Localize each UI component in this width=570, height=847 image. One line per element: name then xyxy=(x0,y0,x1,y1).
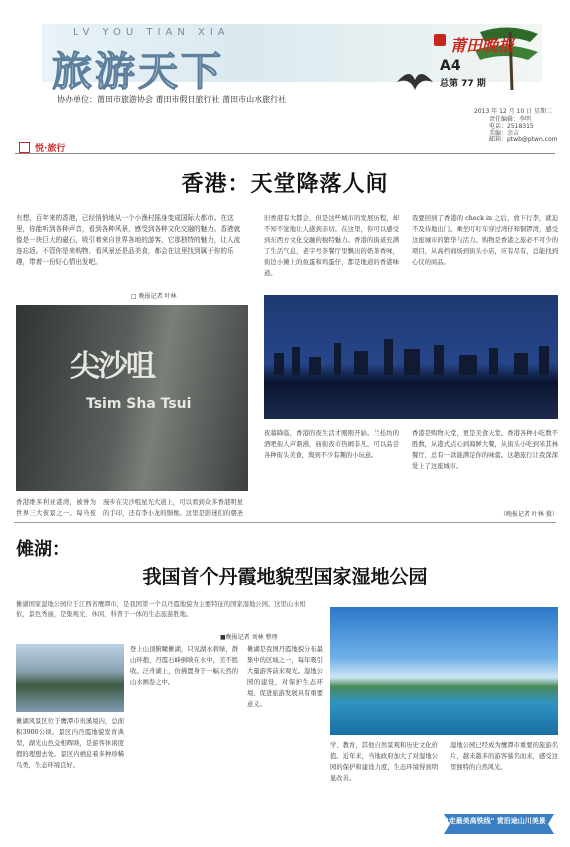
article1-deck: 有想，百年来的香港，已经悄悄地从一个小渔村摇身变成国际大都市。在这里，你能听到各种声音，看到各种风景，感受到各种文化交融的魅力。香港就像是一块巨大的磁石，吸引着来自世界各地的游客，它那独特的魅力，让人流连忘返。不管你是来购物、看风景还是品美食，都会在这里找到属于你的乐趣，带着一份好心情出发吧。 xyxy=(16,214,241,266)
article2-byline: ■晚报记者 刘林 整理 xyxy=(220,634,278,641)
sponsors-line: 协办单位：莆田市旅游协会 莆田市假日旅行社 莆田市山水旅行社 xyxy=(57,95,287,104)
article2-col4: 学、教育，其他自然景观和历史文化价值。近年来，当地政府加大了对湿地公园的保护和建设力度，生态环境得到明显改善。 xyxy=(330,742,438,782)
article1-credit: （晚报记者 叶林 摄） xyxy=(500,511,558,518)
article1-col1: 香港维多利亚港湾，被誉为世界三大夜景之一。每当夜 xyxy=(16,499,96,517)
editor: 责任编辑：李明 xyxy=(489,116,532,123)
article2-deck: 傩湖国家湿地公园位于江西省鹰潭市，是我国第一个以丹霞地貌为主要特征的国家湿地公园。这里山水相依，景色秀丽，是集观光、休闲、科普于一体的生态旅游胜地。 xyxy=(16,601,306,618)
lake-photo xyxy=(16,644,124,712)
issue-date: 2013 年 12 月 10 日 星期二 xyxy=(474,108,552,115)
article1-col4: 我要回到了香港的 check in 之后，放下行李，就迫不及待地出门。乘坐叮叮车穿过湾仔和铜锣湾，感受这座城市的繁华与活力。购物是香港之旅必不可少的项目，从高档商场到街头小店，应有尽有，总能找到心仪的商品。 xyxy=(412,215,558,266)
section-divider xyxy=(14,522,556,523)
photo-sign-en: Tsim Sha Tsui xyxy=(86,396,192,412)
article2-col2: 登上山顶俯瞰傩湖，只见湖水碧绿，群山环抱，丹霞石峰倒映在水中，美不胜收。泛舟湖上，仿佛置身于一幅天然的山水画卷之中。 xyxy=(130,646,238,686)
masthead-title: 旅游天下 xyxy=(52,48,224,95)
article2-col3: 傩湖是我国丹霞地貌分布最集中的区域之一，每年吸引大量游客前来观光。湿地公园的建设，对保护生态环境、促进旅游发展具有重要意义。 xyxy=(247,646,323,708)
railway-banner-text: "走最美高铁线" 赏沿途山川美景 xyxy=(445,817,546,825)
paper-logo: 莆田晚报 xyxy=(450,36,515,55)
paper-logo-mark xyxy=(434,34,446,46)
article1-headline: 香港：天堂降落人间 xyxy=(181,171,389,197)
article2-col1: 傩湖风景区位于鹰潭市贵溪境内，总面积3900公顷。景区内丹霞地貌发育典型，湖光山色交相辉映，是游客休闲度假的理想去处。景区内栖息着多种珍稀鸟类，生态环境良好。 xyxy=(16,718,124,769)
article2-kicker: 傩湖： xyxy=(16,539,70,560)
column-bar xyxy=(15,141,555,154)
eagle-icon xyxy=(395,62,435,102)
email: 邮箱：ptwb@ptwn.com xyxy=(489,136,558,143)
phone: 电话：2518315 xyxy=(489,123,534,130)
wetland-photo xyxy=(330,607,558,735)
article1-col3: 旧香港有大都会，但是这些城市的发展历程，却不知不觉地让人感到亲切。在这里，你可以感受到东西方文化交融的独特魅力。香港的街道充满了生活气息，老字号茶餐厅里飘出的奶茶香味，街边小摊上的鱼蛋和鸡蛋仔，都是地道的香港味道。 xyxy=(264,215,399,277)
article1-byline: □ 晚报记者 叶林 xyxy=(131,293,177,300)
issue-number: 总第 77 期 xyxy=(440,79,486,89)
article1-col2: 漫步在尖沙咀星光大道上，可以看到众多香港明星的手印，还有李小龙的铜像。这里是影迷们的朝圣 xyxy=(103,499,243,517)
column-label: 悦·旅行 xyxy=(35,144,66,154)
article1-col6: 香港是购物天堂，更是美食天堂。香港各种小吃数不胜数，从港式点心到海鲜大餐，从街头小吃到米其林餐厅，总有一款能满足你的味蕾。这趟旅行让我深深爱上了这座城市。 xyxy=(412,430,558,470)
article2-headline: 我国首个丹霞地貌型国家湿地公园 xyxy=(142,566,428,588)
hong-kong-night-photo xyxy=(264,295,558,419)
article1-col5: 夜幕降临，香港的夜生活才刚刚开始。兰桂坊的酒吧街人声鼎沸，庙街夜市热闹非凡，可以品尝各种街头美食，淘到不少有趣的小玩意。 xyxy=(264,430,399,459)
designer: 美编：余吉 xyxy=(489,130,520,137)
tsim-sha-tsui-photo xyxy=(16,305,248,491)
column-square-icon xyxy=(19,142,30,153)
page-number: A4 xyxy=(440,58,461,74)
article2-col5: 湿地公园已经成为鹰潭市重要的旅游名片，越来越多的游客慕名而来，感受这里独特的自然风光。 xyxy=(450,742,558,771)
masthead-latin: LV YOU TIAN XIA xyxy=(73,27,230,38)
photo-sign-cn: 尖沙咀 xyxy=(70,349,154,384)
